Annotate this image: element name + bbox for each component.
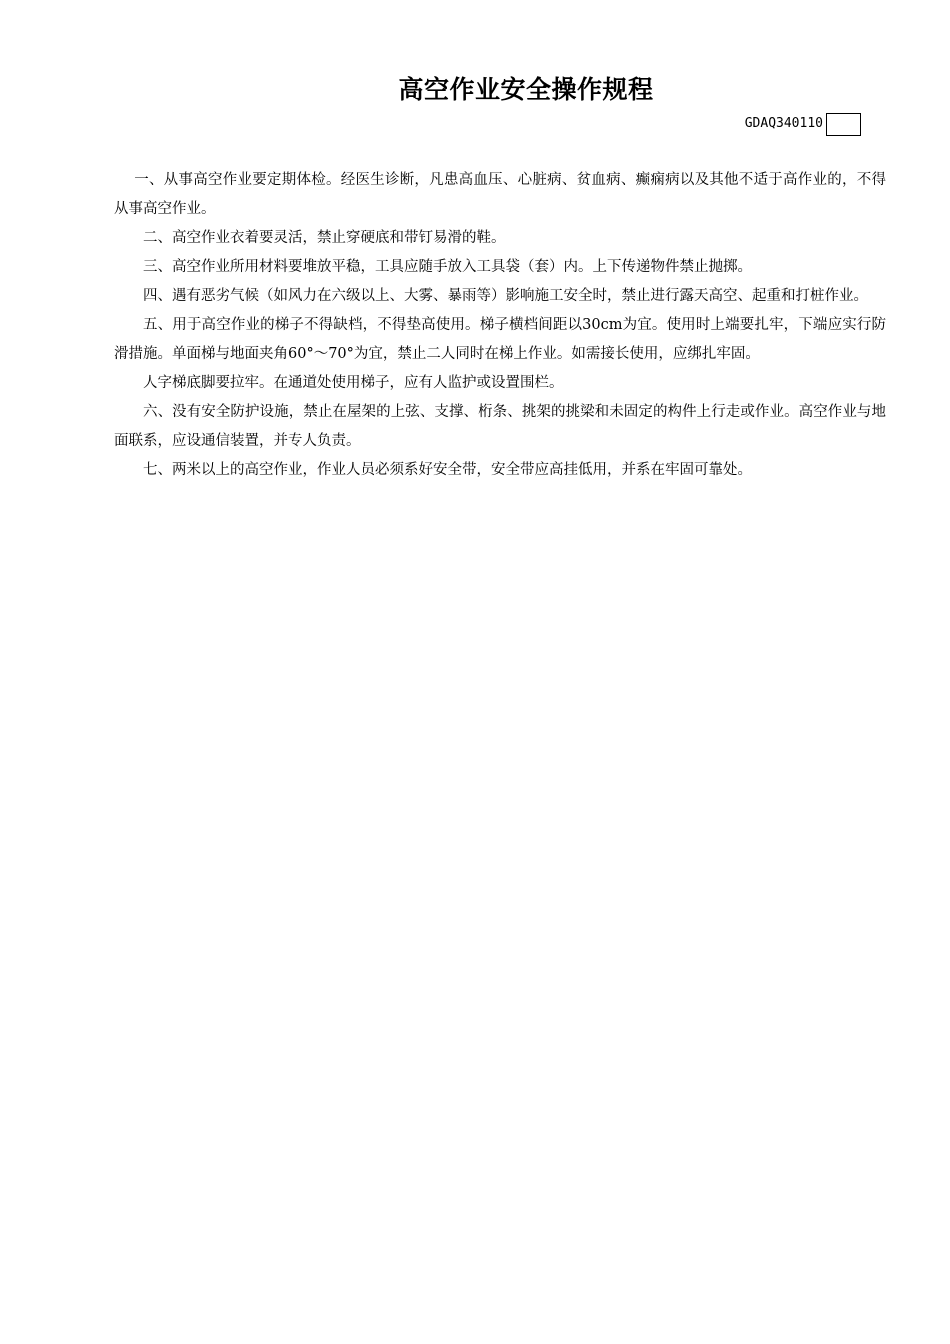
document-code-row: [745, 112, 861, 136]
paragraph-3: 三、高空作业所用材料要堆放平稳，工具应随手放入工具袋（套）内。上下传递物件禁止抛掷。: [143, 259, 752, 275]
paragraph-5: 五、用于高空作业的梯子不得缺档，不得垫高使用。梯子横档间距以30cm为宜。使用时上端要扎牢，下端应实行防滑措施。单面梯与地面夹角60°～70°为宜，禁止二人同时在梯上作业。如需接长使用，应绑扎牢固。: [114, 317, 886, 362]
paragraph-6: 人字梯底脚要拉牢。在通道处使用梯子，应有人监护或设置围栏。: [143, 375, 564, 391]
paragraph-8: 七、两米以上的高空作业，作业人员必须系好安全带，安全带应高挂低用，并系在牢固可靠处。: [143, 462, 752, 478]
document-body: [114, 166, 886, 485]
paragraph-7: 六、没有安全防护设施，禁止在屋架的上弦、支撑、桁条、挑架的挑梁和未固定的构件上行走或作业。高空作业与地面联系，应设通信装置，并专人负责。: [114, 404, 886, 449]
document-code-box: [826, 113, 861, 136]
document-code: GDAQ340110: [744, 116, 823, 131]
paragraph-1: 一、从事高空作业要定期体检。经医生诊断，凡患高血压、心脏病、贫血病、癫痫病以及其他不适于高作业的，不得从事高空作业。: [114, 172, 886, 217]
paragraph-4: 四、遇有恶劣气候（如风力在六级以上、大雾、暴雨等）影响施工安全时，禁止进行露天高空、起重和打桩作业。: [143, 288, 868, 304]
paragraph-2: 二、高空作业衣着要灵活，禁止穿硬底和带钉易滑的鞋。: [143, 230, 506, 246]
document-title: 高空作业安全操作规程: [398, 75, 654, 104]
